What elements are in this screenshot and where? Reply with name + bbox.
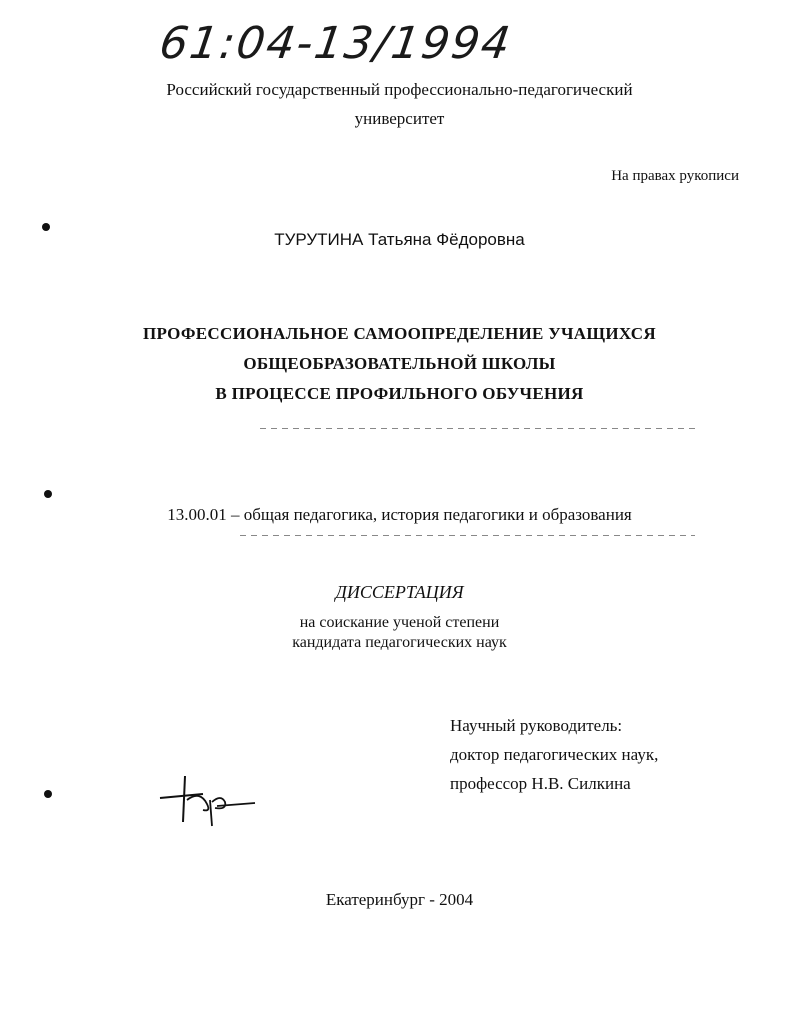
scan-noise-rule: [260, 428, 700, 429]
document-type: ДИССЕРТАЦИЯ: [335, 582, 464, 602]
university-name-line2: университет: [354, 109, 445, 128]
thesis-title-line2: ОБЩЕОБРАЗОВАТЕЛЬНОЙ ШКОЛЫ: [243, 354, 556, 373]
supervisor-degree: доктор педагогических наук,: [450, 745, 659, 764]
scan-noise-rule: [240, 535, 695, 536]
thesis-title-line3: В ПРОЦЕССЕ ПРОФИЛЬНОГО ОБУЧЕНИЯ: [215, 384, 584, 403]
margin-dot-icon: [44, 490, 52, 498]
degree-line2: кандидата педагогических наук: [292, 634, 507, 651]
supervisor-name: профессор Н.В. Силкина: [450, 774, 631, 793]
author-signature: [155, 770, 265, 830]
university-name-line1: Российский государственный профессионально-педагогический: [166, 80, 633, 99]
thesis-title-line1: ПРОФЕССИОНАЛЬНОЕ САМООПРЕДЕЛЕНИЕ УЧАЩИХСЯ: [143, 324, 656, 343]
supervisor-label: Научный руководитель:: [450, 716, 623, 735]
specialty-code: 13.00.01 – общая педагогика, история педагогики и образования: [167, 505, 632, 524]
margin-dot-icon: [44, 790, 52, 798]
degree-line1: на соискание ученой степени: [299, 614, 500, 631]
city-year: Екатеринбург - 2004: [325, 890, 474, 909]
rights-note: На правах рукописи: [611, 168, 739, 184]
author-name: ТУРУТИНА Татьяна Фёдоровна: [274, 230, 525, 249]
archive-stamp-number: 61:04-13/1994: [156, 18, 516, 69]
